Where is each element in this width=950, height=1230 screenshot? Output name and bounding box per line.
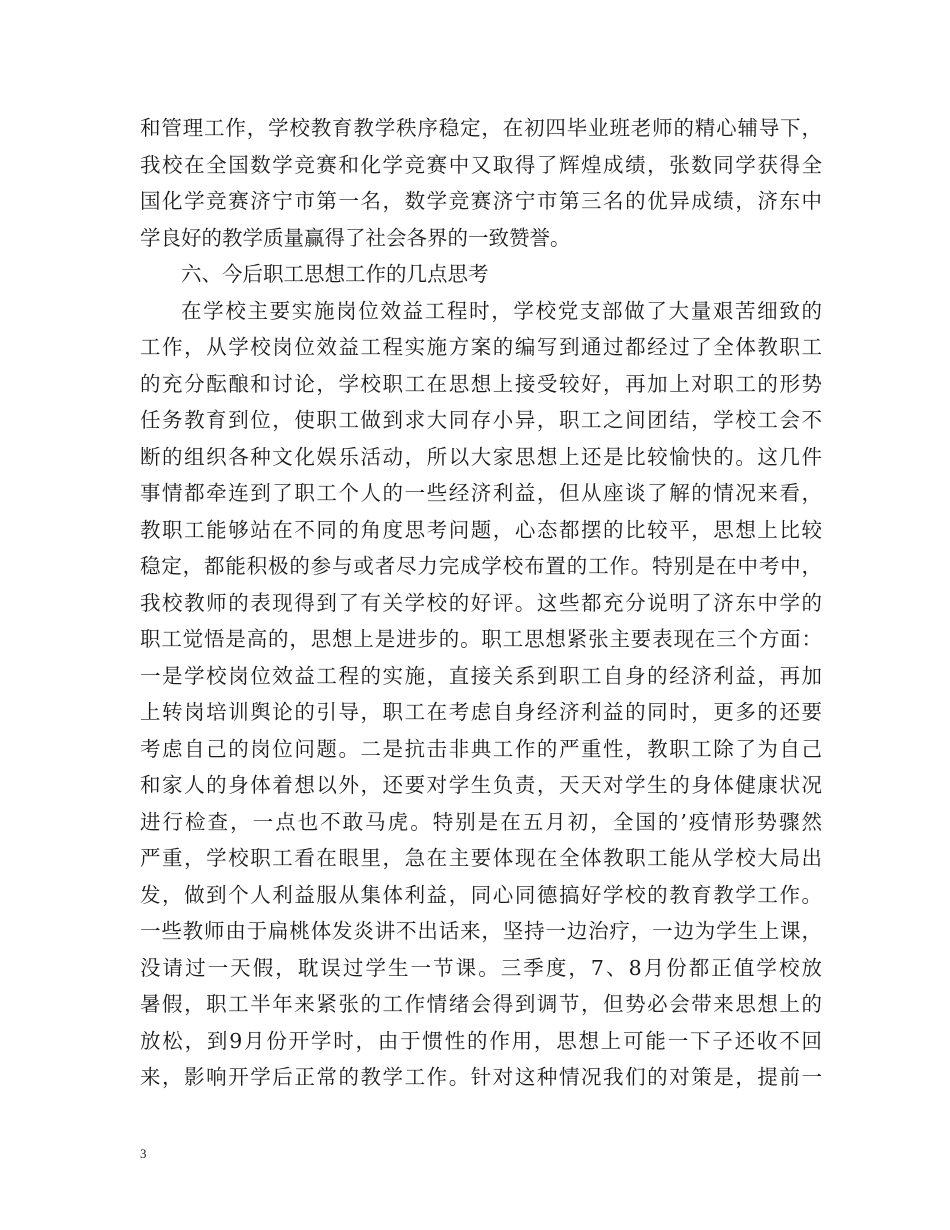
text-line: 考虑自己的岗位问题。二是抗击非典工作的严重性，教职工除了为自己 bbox=[140, 736, 822, 761]
text-line: 学良好的教学质量赢得了社会各界的一致赞誉。 bbox=[140, 225, 571, 250]
text-line: 严重，学校职工看在眼里，急在主要体现在全体教职工能从学校大局出 bbox=[140, 846, 822, 870]
text-line: 来，影响开学后正常的教学工作。针对这种情况我们的对策是，提前一 bbox=[140, 1065, 822, 1089]
text-line: 发，做到个人利益服从集体利益，同心同德搞好学校的教育教学工作。 bbox=[140, 882, 822, 907]
text-line: 教职工能够站在不同的角度思考问题，心态都摆的比较平，思想上比较 bbox=[140, 517, 822, 542]
text-line: 没请过一天假，耽误过学生一节课。三季度，7、8月份都正值学校放 bbox=[140, 955, 822, 980]
text-line: 和家人的身体着想以外，还要对学生负责，天天对学生的身体健康状况 bbox=[140, 773, 822, 797]
text-line: 稳定，都能积极的参与或者尽力完成学校布置的工作。特别是在中考中， bbox=[140, 554, 822, 578]
body-text bbox=[140, 110, 822, 1096]
text-line: 在学校主要实施岗位效益工程时，学校党支部做了大量艰苦细致的 bbox=[181, 298, 822, 323]
text-line: 我校在全国数学竞赛和化学竞赛中又取得了辉煌成绩，张数同学获得全 bbox=[140, 152, 822, 177]
text-line: 国化学竞赛济宁市第一名，数学竞赛济宁市第三名的优异成绩，济东中 bbox=[140, 189, 822, 213]
text-line: 暑假，职工半年来紧张的工作情绪会得到调节，但势必会带来思想上的 bbox=[140, 992, 822, 1016]
text-line: 和管理工作，学校教育教学秩序稳定，在初四毕业班老师的精心辅导下， bbox=[140, 116, 822, 140]
text-line: 任务教育到位，使职工做到求大同存小异，职工之间团结，学校工会不 bbox=[140, 408, 822, 432]
text-line: 的充分酝酿和讨论，学校职工在思想上接受较好，再加上对职工的形势 bbox=[140, 371, 822, 396]
text-line: 一是学校岗位效益工程的实施，直接关系到职工自身的经济利益，再加 bbox=[140, 663, 822, 688]
text-line: 一些教师由于扁桃体发炎讲不出话来，坚持一边治疗，一边为学生上课， bbox=[140, 919, 822, 943]
text-line: 事情都牵连到了职工个人的一些经济利益，但从座谈了解的情况来看， bbox=[140, 481, 822, 505]
text-line: 我校教师的表现得到了有关学校的好评。这些都充分说明了济东中学的 bbox=[140, 590, 822, 615]
text-line: 工作，从学校岗位效益工程实施方案的编写到通过都经过了全体教职工 bbox=[140, 335, 822, 359]
text-line: 职工觉悟是高的，思想上是进步的。职工思想紧张主要表现在三个方面： bbox=[140, 627, 822, 651]
text-line: 进行检查，一点也不敢马虎。特别是在五月初，全国的’疫情形势骤然 bbox=[140, 809, 822, 834]
text-line: 断的组织各种文化娱乐活动，所以大家思想上还是比较愉快的。这几件 bbox=[140, 444, 822, 469]
page-number: 3 bbox=[140, 1146, 147, 1161]
text-line: 六、今后职工思想工作的几点思考 bbox=[181, 262, 489, 286]
text-line: 放松，到9月份开学时，由于惯性的作用，思想上可能一下子还收不回 bbox=[140, 1028, 822, 1053]
text-line: 上转岗培训舆论的引导，职工在考虑自身经济利益的同时，更多的还要 bbox=[140, 700, 822, 724]
